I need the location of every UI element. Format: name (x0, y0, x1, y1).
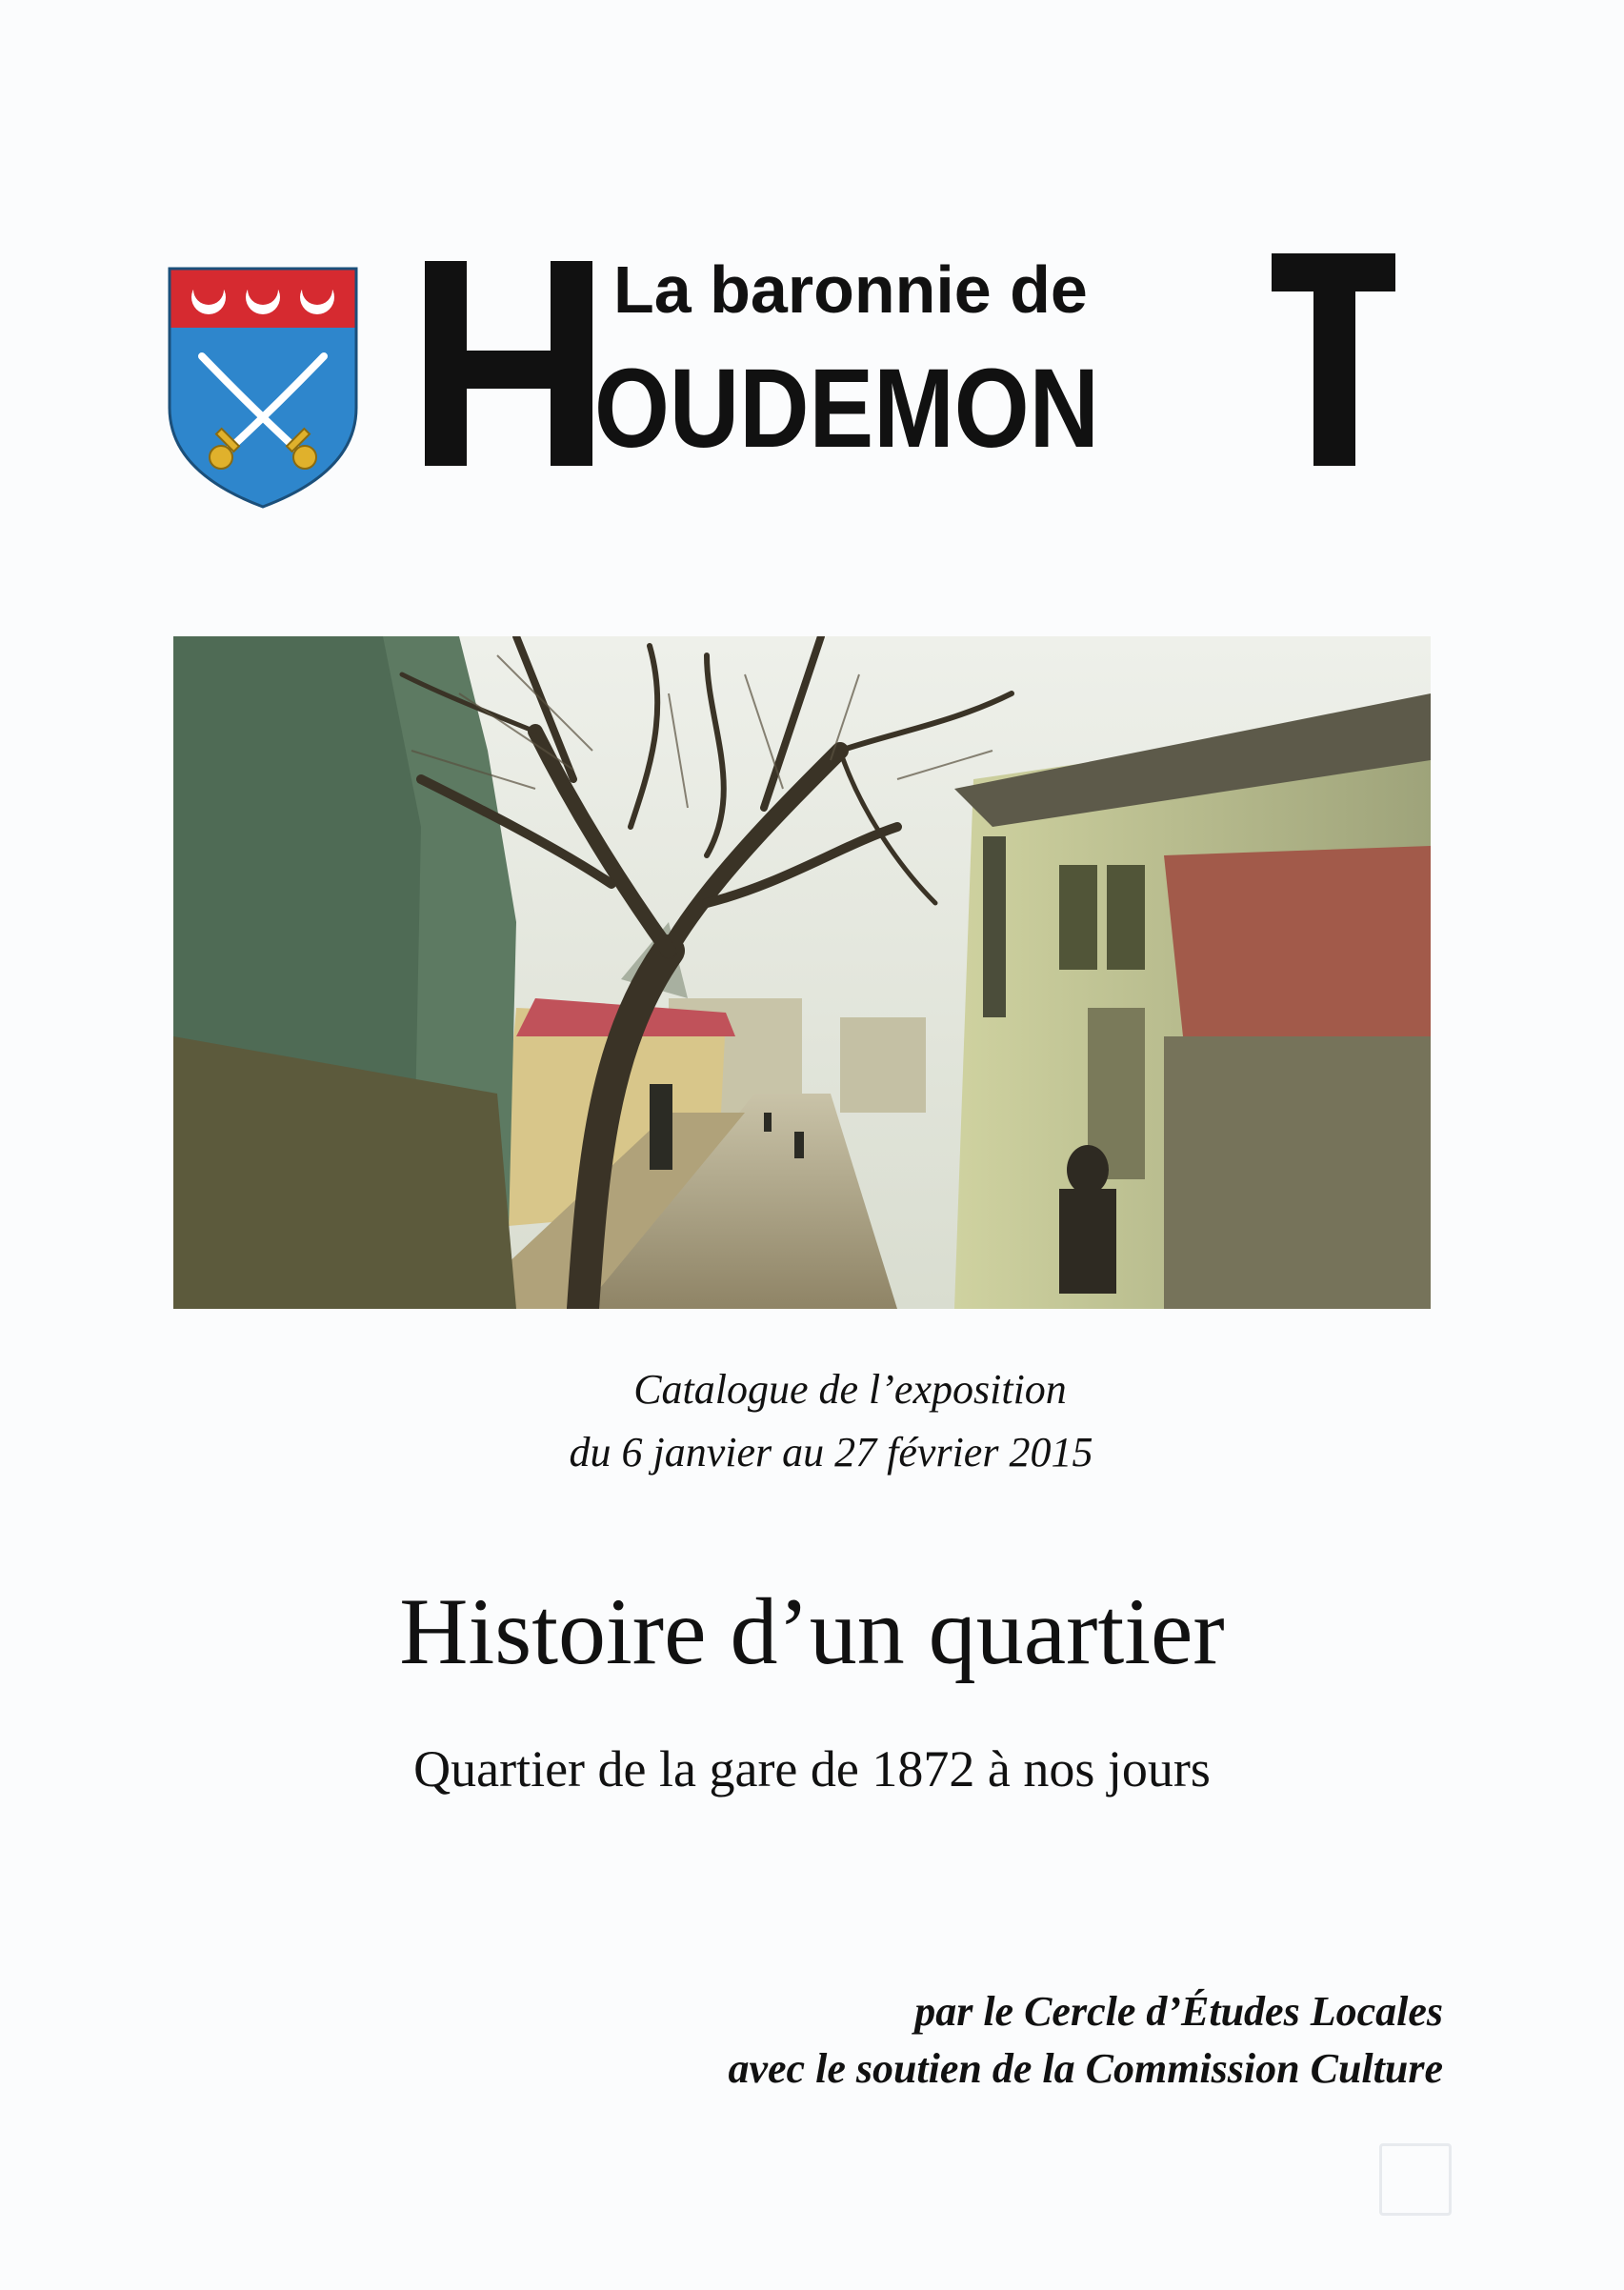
main-subtitle: Quartier de la gare de 1872 à nos jours (413, 1740, 1211, 1798)
logo-subtitle: La baronnie de (613, 252, 1088, 327)
vintage-street-photo (173, 636, 1431, 1309)
catalogue-line-1: Catalogue de l’exposition (633, 1366, 1067, 1413)
credit-line-2: avec le soutien de la Commission Culture (728, 2045, 1443, 2092)
title-logo (419, 238, 1419, 486)
coat-of-arms-icon (166, 265, 360, 511)
show-through-page-box (1379, 2143, 1452, 2216)
catalogue-line-2: du 6 janvier au 27 février 2015 (569, 1429, 1093, 1476)
logo-big-h (425, 261, 463, 466)
main-title: Histoire d’un quartier (399, 1578, 1225, 1684)
credit-line-1: par le Cercle d’Études Locales (914, 1988, 1443, 2035)
logo-wordmark: OUDEMON (594, 346, 1099, 472)
